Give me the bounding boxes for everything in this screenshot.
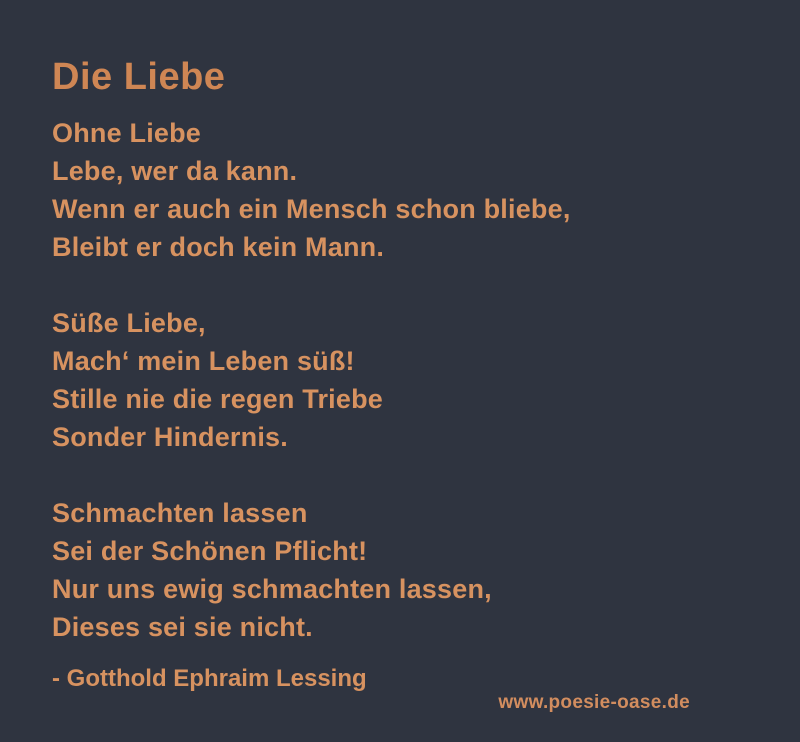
poem-line: Bleibt er doch kein Mann.: [52, 232, 385, 262]
poem-line: Wenn er auch ein Mensch schon bliebe,: [52, 194, 571, 224]
site-watermark: www.poesie-oase.de: [498, 692, 690, 713]
poem-line: Dieses sei sie nicht.: [52, 612, 313, 642]
poem-attribution: - Gotthold Ephraim Lessing: [52, 665, 367, 692]
poem-line: Nur uns ewig schmachten lassen,: [52, 574, 492, 604]
poem-stanza: [52, 114, 748, 266]
poem-line: Sei der Schönen Pflicht!: [52, 536, 368, 566]
poem-line: Lebe, wer da kann.: [52, 156, 298, 186]
poem-line: Schmachten lassen: [52, 498, 308, 528]
poem-stanza: [52, 304, 748, 456]
poem-stanza: [52, 494, 748, 646]
poem-line: Sonder Hindernis.: [52, 422, 288, 452]
poem-line: Süße Liebe,: [52, 308, 206, 338]
poem-line: Ohne Liebe: [52, 118, 202, 148]
poem-title: Die Liebe: [52, 56, 226, 98]
poem-body: [52, 114, 748, 646]
poem-line: Mach‘ mein Leben süß!: [52, 346, 355, 376]
poem-line: Stille nie die regen Triebe: [52, 384, 384, 414]
